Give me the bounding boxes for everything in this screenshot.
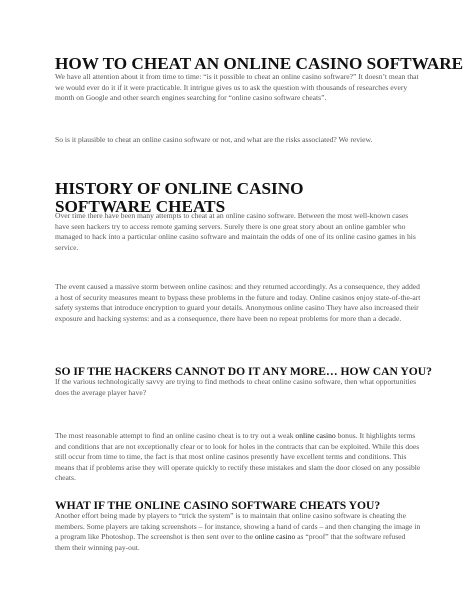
online-casino-link[interactable]: online casino [255, 532, 296, 542]
paragraph-intro: We have all attention about it from time to time: “is it possible to cheat an online casino software?” It doesn’t mean that we would ever do it if it were practicable. It intrigue gives us to ask the question with thousands of researches every month on Google and other search engines searching for “online casino software cheats”. [55, 72, 419, 103]
paragraph-plausible: So is it plausible to cheat an online casino software or not, and what are the risks associated? We review. [55, 135, 373, 144]
paragraph-average-player: If the various technologically savvy are trying to find methods to cheat online casino software, then what opportunities does the average player have? [55, 377, 417, 397]
heading-software-cheats-you: WHAT IF THE ONLINE CASINO SOFTWARE CHEATS YOU? [55, 499, 381, 512]
online-casino-link[interactable]: online casino [295, 431, 336, 440]
paragraph-history-attempts: Over time there have been many attempts to cheat at an online casino software. Between the most well-known cases have seen hackers try to access remote gaming servers. Surely there is one great story about an online gambler who managed to hack into a particular online casino software and maintain the odds of one of its online casino games in his service. [55, 211, 416, 252]
heading-hackers-cannot: SO IF THE HACKERS CANNOT DO IT ANY MORE… HOW CAN YOU? [55, 365, 432, 378]
text-run: Another effort being made by players to “trick the system” is to maintain that online casino software is cheating the members. Some players are taking screenshots – for instance, showing a hand of cards – and then changing the image in a program like Photoshop. The screenshot is then sent over to the [55, 511, 421, 542]
paragraph-security-measures: The event caused a massive storm between online casinos: and they returned accordingly. As a consequence, they added a host of security measures meant to bypass these problems in the future and today. Online casinos enjoy state-of-the-art safety systems that introduce encryption to guard your details. Anonymous online casino They have also increased their exposure and hacking systems: and as a consequence, there have been no repeat problems for more than a decade. [55, 282, 421, 323]
heading-how-to-cheat: HOW TO CHEAT AN ONLINE CASINO SOFTWARE [55, 54, 464, 73]
heading-history: HISTORY OF ONLINE CASINO SOFTWARE CHEATS [55, 179, 304, 216]
paragraph-bonus-attempt [55, 431, 421, 484]
text-run: bonus. It highlights terms and conditions that are not exceptionally clear or to look for holes in the contracts that can be exploited. While this does still occur from time to time, the fact is that most online casinos presently have excellent terms and conditions. This means that if problems arise they will operate quickly to rectify these mistakes and slam the door closed on any possible cheats. [55, 431, 421, 483]
text-run: as “proof” that the software refused them their winning pay-out. [55, 532, 406, 552]
text-run: The most reasonable attempt to find an online casino cheat is to try out a weak [55, 431, 296, 440]
paragraph-trick-system [55, 511, 421, 553]
